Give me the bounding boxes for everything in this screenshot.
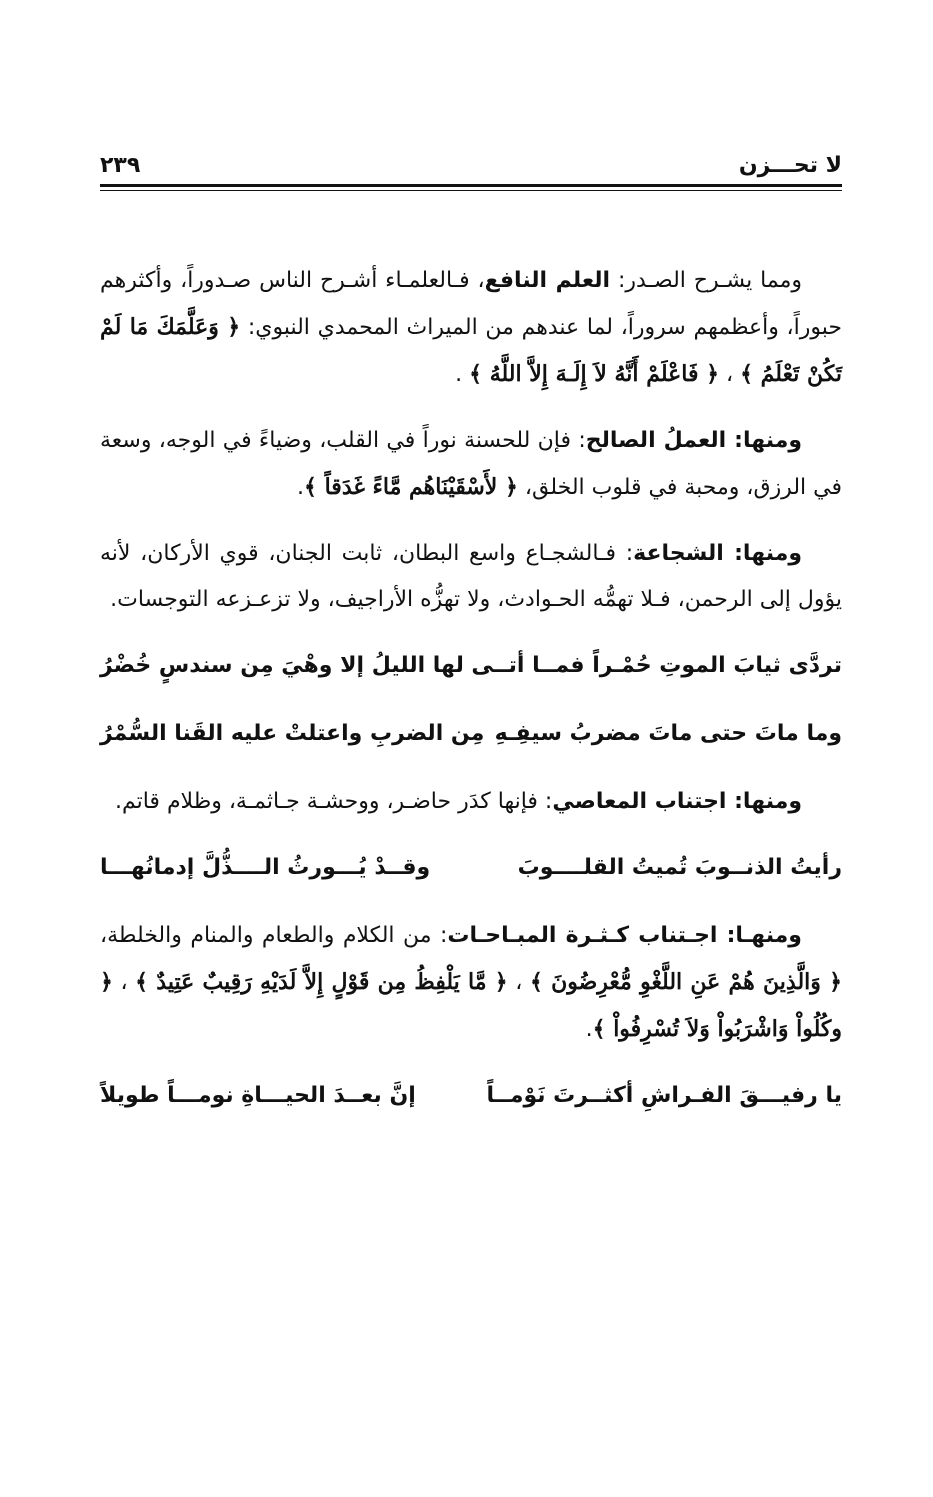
paragraph <box>100 258 842 398</box>
section-heading: ومنها: العملُ الصالح <box>585 428 803 453</box>
paragraph-text: : من الكلام والطعام والمنام والخلطة، <box>100 923 448 948</box>
paragraph-text: . <box>455 362 470 387</box>
poetry-verse <box>100 711 842 757</box>
running-title: لا تحـــزن <box>738 153 842 178</box>
page-number: ٢٣٩ <box>100 153 141 178</box>
paragraph <box>100 418 842 511</box>
poetry-verse <box>100 1073 842 1119</box>
paragraph-text: ومما يشـرح الصـدر: <box>610 268 802 293</box>
header-rule-thin <box>100 190 842 191</box>
paragraph-text: : فـالشجـاع واسع البطان، ثابت الجنان، قوي الأركان، لأنه يؤول إلى الرحمن، فـلا تهمُّه الحـوادث، ولا تهزُّه الأراجيف، ولا تزعـزعه التوجسات. <box>100 541 842 612</box>
verse-first-hemistich: يا رفيـــقَ الفـراشِ أكثــرتَ نَوْمــاً <box>486 1083 842 1108</box>
verse-second-hemistich: لها الليلُ إلا وهْيَ مِن سندسٍ خُضْرُ <box>100 653 464 678</box>
paragraph <box>100 913 842 1053</box>
paragraph <box>100 779 842 825</box>
paragraph-text: : فإنها كدَر حاضـر، ووحشـة جـاثمـة، وظلام قاتم. <box>114 789 553 814</box>
quran-quote: ﴿ وَعَلَّمَكَ مَا لَمْ تَكُنْ تَعْلَمُ ﴾ <box>100 314 842 387</box>
paragraph-text: . <box>297 475 305 500</box>
paragraph-text: ، <box>507 970 530 995</box>
quran-quote: ﴿ وَالَّذِينَ هُمْ عَنِ اللَّغْوِ مُّعْرِضُونَ ﴾ <box>529 969 843 995</box>
header-rule-thick <box>100 184 842 187</box>
verse-second-hemistich: إنَّ بعــدَ الحيـــاةِ نومـــاً طويلاً <box>100 1083 416 1108</box>
section-heading: العلم النافع <box>484 268 611 293</box>
poetry-verse <box>100 643 842 689</box>
quran-quote: ﴿ مَّا يَلْفِظُ مِن قَوْلٍ إِلاَّ لَدَيْهِ رَقِيبٌ عَتِيدٌ ﴾ <box>135 969 508 995</box>
paragraph-text: ، فـالعلمـاء أشـرح الناس صـدوراً، وأكثرهم حبوراً، وأعظمهم سروراً، لما عندهم من الميراث المحمدي النبوي: <box>100 268 842 340</box>
section-heading: ومنها: اجتناب المعاصي <box>552 789 802 814</box>
paragraph <box>100 531 842 623</box>
verse-first-hemistich: وما ماتَ حتى ماتَ مضربُ سيفِـهِ <box>494 721 842 746</box>
verse-first-hemistich: تردَّى ثيابَ الموتِ حُمْـراً فمــا أتــى <box>471 653 842 678</box>
paragraph-text: ، <box>112 970 136 995</box>
poetry-verse <box>100 845 842 891</box>
quran-quote: ﴿ فَاعْلَمْ أَنَّهُ لاَ إِلَـهَ إِلاَّ اللَّهُ ﴾ <box>469 361 720 387</box>
quran-quote: ﴿ وكُلُواْ وَاشْرَبُواْ وَلاَ تُسْرِفُواْ ﴾ <box>100 969 842 1042</box>
quran-quote: ﴿ لأَسْقَيْنَاهُم مَّاءً غَدَقاً ﴾ <box>304 474 518 500</box>
paragraph-text: ، <box>719 362 741 387</box>
verse-second-hemistich: مِن الضربِ واعتلتْ عليه القَنا السُّمْرُ <box>100 721 485 746</box>
section-heading: ومنها: الشجاعة <box>633 541 802 566</box>
section-heading: ومنهـا: اجـتناب كـثـرة المبـاحـات <box>447 923 802 948</box>
verse-first-hemistich: رأيتُ الذنــوبَ تُميتُ القلــــوبَ <box>517 855 842 880</box>
paragraph-text: . <box>585 1017 593 1042</box>
page-header <box>100 150 842 182</box>
verse-second-hemistich: وقــدْ يُـــورثُ الــــذُّلَّ إدمانُهـــا <box>100 855 431 880</box>
paragraph-text: : فإن للحسنة نوراً في القلب، وضياءً في الوجه، وسعة في الرزق، ومحبة في قلوب الخلق، <box>100 428 842 500</box>
body-text <box>100 258 842 1141</box>
